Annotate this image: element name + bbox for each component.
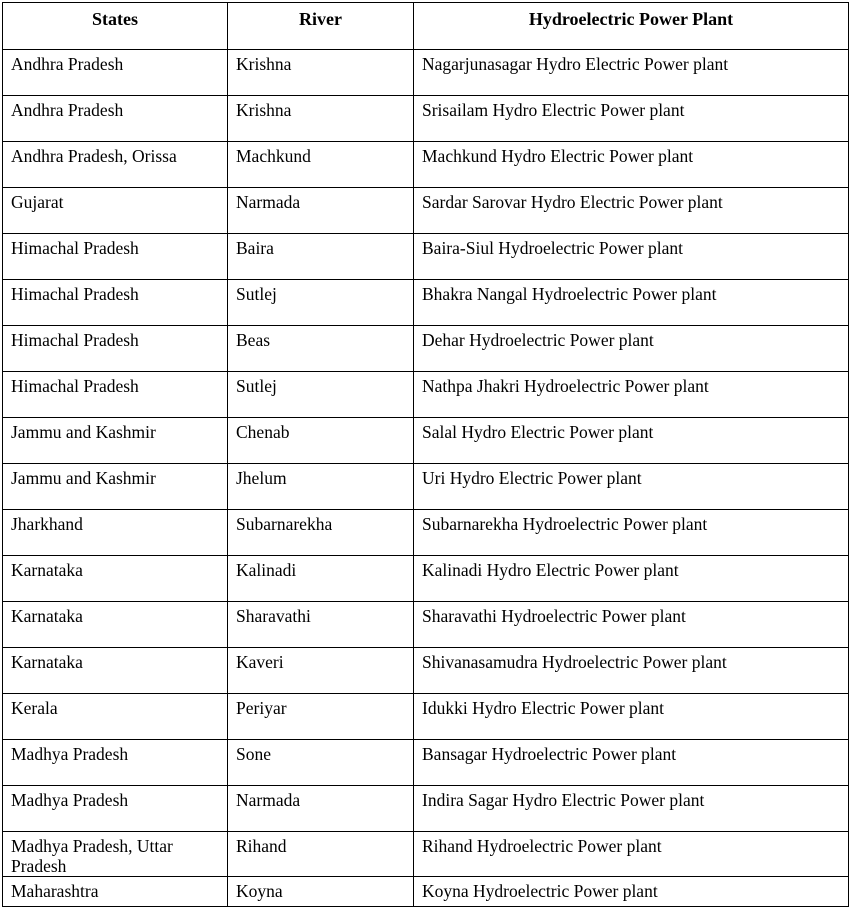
table-header-row xyxy=(3,3,849,50)
cell-plant: Nathpa Jhakri Hydroelectric Power plant xyxy=(414,372,849,418)
cell-states: Madhya Pradesh xyxy=(3,740,228,786)
cell-river: Periyar xyxy=(228,694,414,740)
table-row xyxy=(3,234,849,280)
cell-states: Jharkhand xyxy=(3,510,228,556)
cell-plant: Rihand Hydroelectric Power plant xyxy=(414,832,849,877)
cell-states: Andhra Pradesh, Orissa xyxy=(3,142,228,188)
table-row xyxy=(3,418,849,464)
cell-states: Himachal Pradesh xyxy=(3,372,228,418)
cell-plant: Salal Hydro Electric Power plant xyxy=(414,418,849,464)
table-row xyxy=(3,96,849,142)
cell-plant: Sardar Sarovar Hydro Electric Power plant xyxy=(414,188,849,234)
cell-river: Narmada xyxy=(228,786,414,832)
cell-river: Baira xyxy=(228,234,414,280)
cell-river: Narmada xyxy=(228,188,414,234)
cell-states: Karnataka xyxy=(3,556,228,602)
table-body xyxy=(3,50,849,907)
table-row xyxy=(3,832,849,877)
cell-states: Madhya Pradesh, Uttar Pradesh xyxy=(3,832,228,877)
cell-states: Karnataka xyxy=(3,648,228,694)
column-header-states: States xyxy=(3,3,228,50)
cell-states: Jammu and Kashmir xyxy=(3,418,228,464)
table-row xyxy=(3,510,849,556)
cell-plant: Subarnarekha Hydroelectric Power plant xyxy=(414,510,849,556)
cell-river: Krishna xyxy=(228,50,414,96)
cell-plant: Sharavathi Hydroelectric Power plant xyxy=(414,602,849,648)
column-header-plant: Hydroelectric Power Plant xyxy=(414,3,849,50)
cell-states: Himachal Pradesh xyxy=(3,280,228,326)
table-header xyxy=(3,3,849,50)
table-row xyxy=(3,694,849,740)
table-row xyxy=(3,648,849,694)
cell-plant: Bansagar Hydroelectric Power plant xyxy=(414,740,849,786)
cell-plant: Koyna Hydroelectric Power plant xyxy=(414,877,849,907)
cell-plant: Idukki Hydro Electric Power plant xyxy=(414,694,849,740)
cell-plant: Shivanasamudra Hydroelectric Power plant xyxy=(414,648,849,694)
cell-states: Andhra Pradesh xyxy=(3,96,228,142)
cell-plant: Baira-Siul Hydroelectric Power plant xyxy=(414,234,849,280)
cell-river: Sharavathi xyxy=(228,602,414,648)
cell-river: Koyna xyxy=(228,877,414,907)
cell-plant: Nagarjunasagar Hydro Electric Power plant xyxy=(414,50,849,96)
cell-river: Jhelum xyxy=(228,464,414,510)
table-row xyxy=(3,740,849,786)
hydroelectric-power-plants-table xyxy=(2,2,849,907)
cell-river: Beas xyxy=(228,326,414,372)
table-row xyxy=(3,50,849,96)
cell-states: Kerala xyxy=(3,694,228,740)
cell-river: Subarnarekha xyxy=(228,510,414,556)
cell-states: Himachal Pradesh xyxy=(3,234,228,280)
cell-states: Maharashtra xyxy=(3,877,228,907)
cell-states: Madhya Pradesh xyxy=(3,786,228,832)
table-row xyxy=(3,602,849,648)
cell-river: Krishna xyxy=(228,96,414,142)
table-row xyxy=(3,556,849,602)
table-row xyxy=(3,464,849,510)
cell-river: Rihand xyxy=(228,832,414,877)
table-row xyxy=(3,188,849,234)
cell-states: Jammu and Kashmir xyxy=(3,464,228,510)
cell-plant: Dehar Hydroelectric Power plant xyxy=(414,326,849,372)
cell-river: Machkund xyxy=(228,142,414,188)
table-row xyxy=(3,372,849,418)
cell-states: Karnataka xyxy=(3,602,228,648)
table-row xyxy=(3,142,849,188)
cell-river: Kaveri xyxy=(228,648,414,694)
cell-river: Sone xyxy=(228,740,414,786)
cell-plant: Bhakra Nangal Hydroelectric Power plant xyxy=(414,280,849,326)
cell-plant: Uri Hydro Electric Power plant xyxy=(414,464,849,510)
cell-river: Sutlej xyxy=(228,280,414,326)
cell-states: Gujarat xyxy=(3,188,228,234)
cell-states: Himachal Pradesh xyxy=(3,326,228,372)
cell-plant: Srisailam Hydro Electric Power plant xyxy=(414,96,849,142)
column-header-river: River xyxy=(228,3,414,50)
table-row xyxy=(3,877,849,907)
cell-plant: Indira Sagar Hydro Electric Power plant xyxy=(414,786,849,832)
cell-plant: Machkund Hydro Electric Power plant xyxy=(414,142,849,188)
cell-river: Chenab xyxy=(228,418,414,464)
table-row xyxy=(3,326,849,372)
cell-plant: Kalinadi Hydro Electric Power plant xyxy=(414,556,849,602)
table-row xyxy=(3,786,849,832)
page-root xyxy=(0,2,853,902)
cell-river: Kalinadi xyxy=(228,556,414,602)
cell-river: Sutlej xyxy=(228,372,414,418)
table-row xyxy=(3,280,849,326)
cell-states: Andhra Pradesh xyxy=(3,50,228,96)
